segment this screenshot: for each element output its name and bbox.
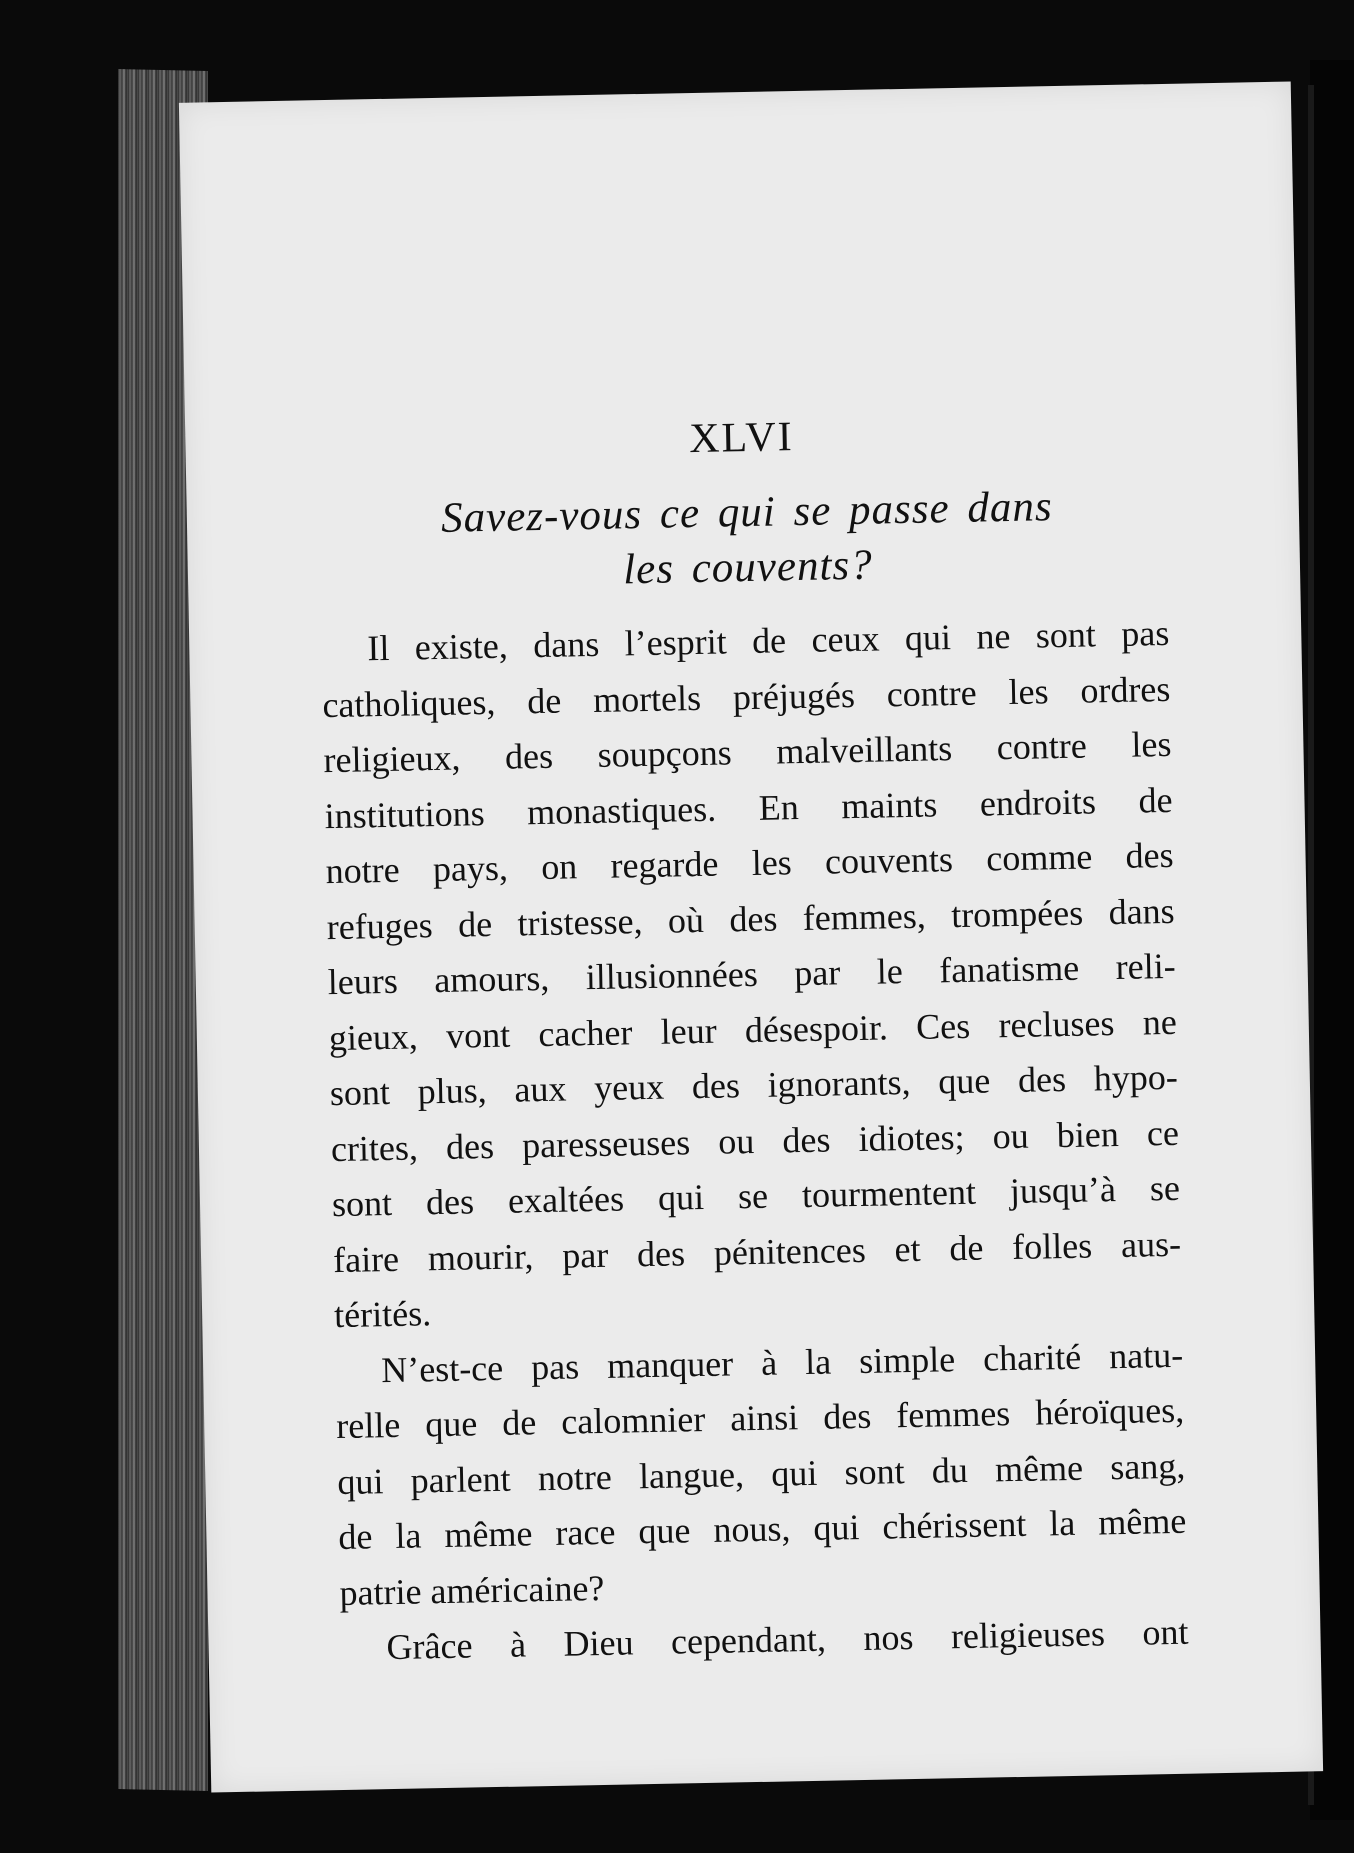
text-line: sont plus, aux yeux des ignorants, que des hypo- bbox=[329, 1056, 1179, 1114]
text-line: crites, des paresseuses ou des idiotes; ou bien ce bbox=[330, 1112, 1180, 1169]
text-line: N’est-ce pas manquer à la simple charité natu- bbox=[380, 1334, 1184, 1390]
text-line: qui parlent notre langue, qui sont du même sang, bbox=[336, 1445, 1186, 1502]
text-line: catholiques, de mortels préjugés contre les ordres bbox=[322, 668, 1171, 725]
text-line: gieux, vont cacher leur désespoir. Ces recluses ne bbox=[328, 1001, 1178, 1058]
text-line: de la même race que nous, qui chérissent la même bbox=[338, 1500, 1187, 1558]
text-line: faire mourir, par des pénitences et de folles aus- bbox=[332, 1223, 1182, 1280]
text-line: relle que de calomnier ainsi des femmes héroïques, bbox=[335, 1389, 1185, 1447]
text-line: térités. bbox=[333, 1293, 432, 1336]
text-line: Il existe, dans l’esprit de ceux qui ne sont pas bbox=[367, 612, 1170, 669]
book-page bbox=[179, 81, 1323, 1792]
body-text bbox=[321, 606, 1189, 1677]
text-line: patrie américaine? bbox=[339, 1567, 605, 1613]
text-line: refuges de tristesse, où des femmes, trompées dans bbox=[326, 890, 1175, 947]
chapter-title-line-2: les couvents? bbox=[622, 541, 874, 594]
text-line: Grâce à Dieu cependant, nos religieuses ont bbox=[386, 1611, 1189, 1668]
chapter-title-line-1: Savez-vous ce qui se passe dans bbox=[440, 483, 1054, 542]
text-line: institutions monastiques. En maints endroits de bbox=[324, 779, 1173, 836]
text-line: notre pays, on regarde les couvents comme des bbox=[325, 834, 1174, 892]
text-line: religieux, des soupçons malveillants contre les bbox=[323, 723, 1172, 781]
text-line: leurs amours, illusionnées par le fanatisme reli- bbox=[327, 945, 1177, 1003]
text-line: sont des exaltées qui se tourmentent jusqu’à se bbox=[331, 1167, 1181, 1225]
chapter-number: XLVI bbox=[688, 414, 795, 463]
chapter-title bbox=[336, 477, 1158, 603]
